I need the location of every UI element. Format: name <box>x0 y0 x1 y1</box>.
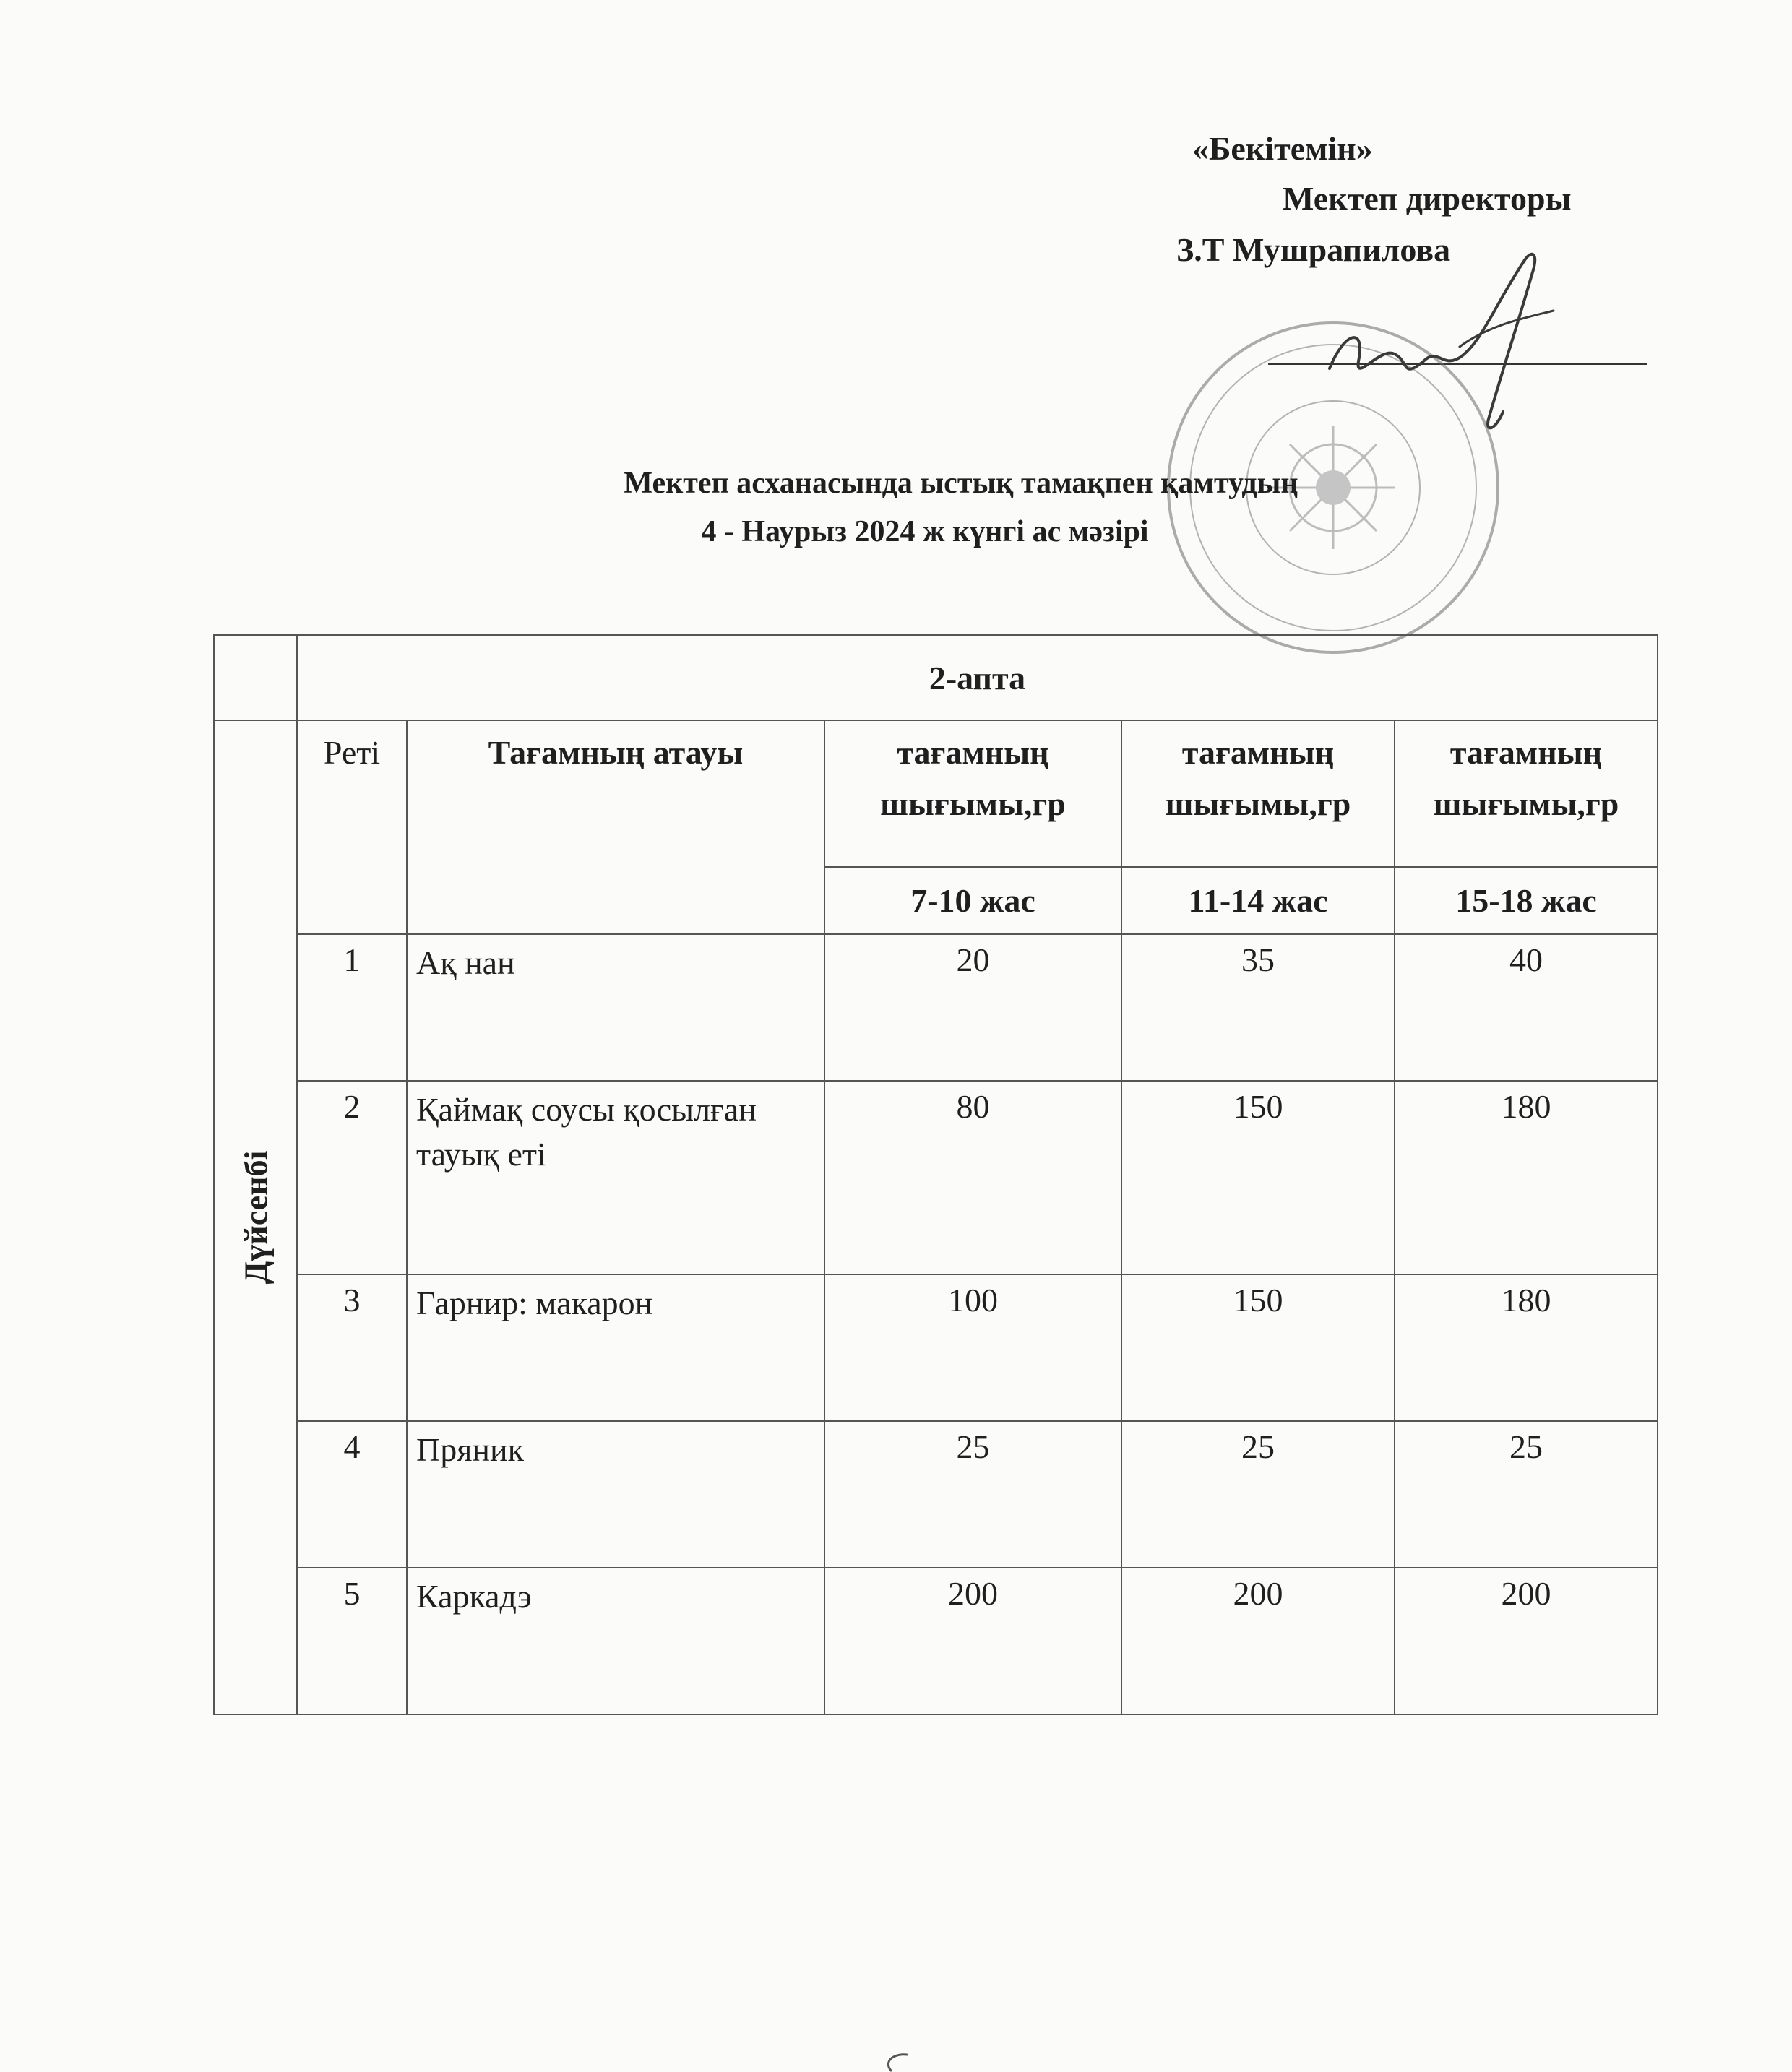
row-number: 4 <box>297 1421 407 1568</box>
row-number: 2 <box>297 1081 407 1274</box>
portion-7-10: 20 <box>824 934 1121 1081</box>
director-name: З.Т Мушрапилова <box>1176 231 1451 268</box>
age-group-3: 15-18 жас <box>1395 867 1658 934</box>
week-row <box>214 635 1658 720</box>
row-number: 5 <box>297 1568 407 1714</box>
dish-name-header: Тағамның атауы <box>407 720 824 934</box>
table-row <box>214 1081 1658 1274</box>
order-header: Реті <box>297 720 407 934</box>
portion-11-14: 200 <box>1121 1568 1395 1714</box>
header-row <box>214 720 1658 867</box>
table-row <box>214 1421 1658 1568</box>
table-row <box>214 934 1658 1081</box>
portion-11-14: 35 <box>1121 934 1395 1081</box>
portion-11-14: 150 <box>1121 1081 1395 1274</box>
portion-7-10: 200 <box>824 1568 1121 1714</box>
dish-name: Қаймақ соусы қосылған тауық еті <box>407 1081 824 1274</box>
director-signature <box>1315 246 1561 448</box>
age-group-1: 7-10 жас <box>824 867 1121 934</box>
approval-label: «Бекітемін» <box>1192 130 1373 167</box>
row-number: 3 <box>297 1274 407 1421</box>
menu-table <box>213 634 1658 1715</box>
output-header-2: тағамның шығымы,гр <box>1121 720 1395 867</box>
portion-7-10: 80 <box>824 1081 1121 1274</box>
portion-15-18: 25 <box>1395 1421 1658 1568</box>
table-row <box>214 1274 1658 1421</box>
dish-name: Гарнир: макарон <box>407 1274 824 1421</box>
portion-11-14: 150 <box>1121 1274 1395 1421</box>
table-row <box>214 1568 1658 1714</box>
portion-15-18: 180 <box>1395 1081 1658 1274</box>
director-position: Мектеп директоры <box>1283 180 1572 217</box>
day-cell <box>214 720 297 1714</box>
portion-11-14: 25 <box>1121 1421 1395 1568</box>
output-header-1: тағамның шығымы,гр <box>824 720 1121 867</box>
corner-cell <box>214 635 297 720</box>
dish-name: Ақ нан <box>407 934 824 1081</box>
portion-15-18: 180 <box>1395 1274 1658 1421</box>
document-title-line-2: 4 - Наурыз 2024 ж күнгі ас мәзірі <box>701 515 1149 548</box>
week-label: 2-апта <box>297 635 1658 720</box>
dish-name: Пряник <box>407 1421 824 1568</box>
pen-mark <box>878 2052 921 2072</box>
dish-name: Каркадэ <box>407 1568 824 1714</box>
row-number: 1 <box>297 934 407 1081</box>
age-group-2: 11-14 жас <box>1121 867 1395 934</box>
portion-7-10: 25 <box>824 1421 1121 1568</box>
output-header-3: тағамның шығымы,гр <box>1395 720 1658 867</box>
document-title-line-1: Мектеп асханасында ыстық тамақпен қамтудың <box>624 467 1298 500</box>
portion-7-10: 100 <box>824 1274 1121 1421</box>
portion-15-18: 40 <box>1395 934 1658 1081</box>
portion-15-18: 200 <box>1395 1568 1658 1714</box>
day-label: Дүйсенбі <box>237 1150 274 1285</box>
